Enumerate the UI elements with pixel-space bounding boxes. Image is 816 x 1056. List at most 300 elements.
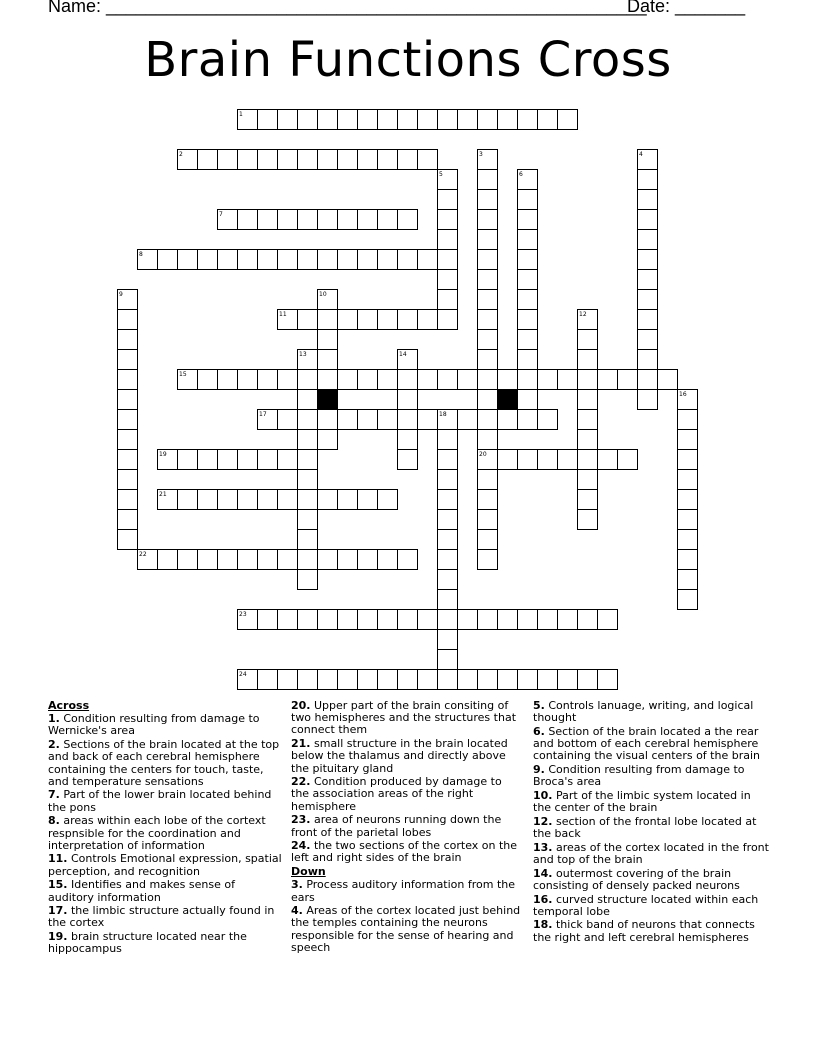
grid-cell[interactable] [638, 170, 658, 190]
grid-cell[interactable] [518, 210, 538, 230]
grid-cell[interactable] [178, 250, 198, 270]
grid-cell[interactable] [258, 670, 278, 690]
clue-text: Controls Emotional expression, spatial perception, and recognition [48, 852, 282, 878]
grid-cell[interactable] [638, 290, 658, 310]
grid-cell[interactable] [578, 670, 598, 690]
grid-cell[interactable] [578, 430, 598, 450]
grid-cell[interactable] [478, 610, 498, 630]
grid-cell[interactable] [218, 450, 238, 470]
grid-cell[interactable] [398, 670, 418, 690]
grid-cell[interactable] [338, 210, 358, 230]
grid-cell[interactable] [438, 650, 458, 670]
grid-cell[interactable] [518, 410, 538, 430]
across-clue [291, 840, 523, 864]
grid-cell[interactable] [438, 470, 458, 490]
grid-cell[interactable] [298, 150, 318, 170]
grid-cell[interactable] [198, 550, 218, 570]
clue-text: areas of the cortex located in the front and top of the brain [533, 840, 769, 866]
grid-cell[interactable] [358, 370, 378, 390]
grid-cell[interactable] [678, 530, 698, 550]
grid-cell[interactable] [178, 490, 198, 510]
grid-cell[interactable] [678, 450, 698, 470]
grid-cell[interactable] [398, 430, 418, 450]
grid-cell[interactable] [318, 610, 338, 630]
grid-cell[interactable] [378, 550, 398, 570]
grid-cell[interactable] [438, 190, 458, 210]
grid-cell[interactable] [418, 150, 438, 170]
across-clue [48, 879, 284, 903]
grid-cell[interactable] [558, 370, 578, 390]
grid-cell[interactable] [678, 570, 698, 590]
grid-cell[interactable] [298, 490, 318, 510]
across-clue [48, 789, 284, 813]
grid-cell[interactable] [358, 610, 378, 630]
grid-cell[interactable] [378, 490, 398, 510]
grid-cell[interactable] [478, 250, 498, 270]
grid-cell[interactable] [478, 330, 498, 350]
grid-cell[interactable] [298, 450, 318, 470]
grid-cell[interactable] [318, 150, 338, 170]
grid-cell[interactable] [438, 510, 458, 530]
grid-cell[interactable] [458, 610, 478, 630]
clue-number-label: 5 [439, 171, 443, 178]
grid-cell[interactable] [298, 310, 318, 330]
grid-cell[interactable] [538, 450, 558, 470]
grid-cell[interactable] [318, 430, 338, 450]
grid-cell[interactable] [238, 490, 258, 510]
grid-cell[interactable] [298, 410, 318, 430]
grid-cell[interactable] [358, 250, 378, 270]
grid-cell[interactable] [418, 610, 438, 630]
grid-cell[interactable] [198, 450, 218, 470]
grid-cell[interactable] [478, 430, 498, 450]
grid-cell[interactable] [578, 490, 598, 510]
grid-cell[interactable] [438, 550, 458, 570]
grid-cell[interactable] [578, 450, 598, 470]
grid-cell[interactable] [358, 550, 378, 570]
grid-cell[interactable] [238, 150, 258, 170]
grid-cell[interactable] [278, 110, 298, 130]
grid-cell[interactable] [438, 450, 458, 470]
grid-cell[interactable] [498, 110, 518, 130]
grid-cell[interactable] [518, 370, 538, 390]
grid-cell[interactable] [398, 550, 418, 570]
grid-cell[interactable] [378, 110, 398, 130]
grid-cell[interactable] [458, 410, 478, 430]
clue-number-label: 11 [279, 311, 287, 318]
grid-cell[interactable] [378, 670, 398, 690]
grid-cell[interactable] [558, 450, 578, 470]
grid-cell[interactable] [638, 390, 658, 410]
clues-column-2 [291, 700, 523, 956]
grid-cell[interactable] [198, 250, 218, 270]
grid-cell[interactable] [318, 370, 338, 390]
grid-cell[interactable] [298, 430, 318, 450]
clue-text: small structure in the brain located below the thalamus and directly above the pituitary gland [291, 737, 508, 775]
grid-cell[interactable] [338, 150, 358, 170]
grid-cell[interactable] [438, 610, 458, 630]
grid-cell[interactable] [178, 550, 198, 570]
grid-cell[interactable] [478, 190, 498, 210]
grid-cell[interactable] [118, 330, 138, 350]
grid-cell[interactable] [438, 570, 458, 590]
grid-cell[interactable] [638, 230, 658, 250]
grid-cell[interactable] [638, 190, 658, 210]
grid-cell[interactable] [498, 410, 518, 430]
grid-cell[interactable] [638, 330, 658, 350]
grid-cell[interactable] [118, 350, 138, 370]
grid-cell[interactable] [298, 510, 318, 530]
grid-cell[interactable] [618, 370, 638, 390]
grid-cell[interactable] [518, 610, 538, 630]
grid-cell[interactable] [278, 410, 298, 430]
grid-cell[interactable] [478, 530, 498, 550]
grid-cell[interactable] [438, 630, 458, 650]
grid-cell[interactable] [398, 210, 418, 230]
grid-cell[interactable] [158, 550, 178, 570]
grid-cell[interactable] [498, 670, 518, 690]
grid-cell[interactable] [458, 670, 478, 690]
grid-cell[interactable] [318, 110, 338, 130]
grid-cell[interactable] [118, 510, 138, 530]
grid-cell[interactable] [598, 450, 618, 470]
grid-cell[interactable] [538, 410, 558, 430]
grid-cell[interactable] [338, 610, 358, 630]
grid-cell[interactable] [378, 410, 398, 430]
grid-cell[interactable] [338, 550, 358, 570]
across-clue [291, 776, 523, 813]
grid-cell[interactable] [678, 470, 698, 490]
grid-cell[interactable] [438, 590, 458, 610]
grid-cell[interactable] [578, 330, 598, 350]
grid-cell[interactable] [418, 370, 438, 390]
grid-cell[interactable] [198, 490, 218, 510]
puzzle-title: Brain Functions Cross [144, 32, 672, 88]
grid-cell[interactable] [398, 310, 418, 330]
grid-cell[interactable] [118, 530, 138, 550]
grid-cell[interactable] [578, 470, 598, 490]
grid-cell[interactable] [478, 350, 498, 370]
clue-number: 20. [291, 699, 311, 712]
grid-cell[interactable] [318, 210, 338, 230]
grid-cell[interactable] [218, 250, 238, 270]
grid-cell[interactable] [438, 490, 458, 510]
grid-cell[interactable] [458, 110, 478, 130]
grid-cell[interactable] [318, 490, 338, 510]
grid-cell[interactable] [478, 310, 498, 330]
grid-cell[interactable] [438, 210, 458, 230]
grid-cell[interactable] [478, 370, 498, 390]
grid-cell[interactable] [258, 490, 278, 510]
grid-cell[interactable] [418, 410, 438, 430]
grid-cell[interactable] [258, 250, 278, 270]
grid-cell[interactable] [298, 250, 318, 270]
grid-cell[interactable] [478, 550, 498, 570]
grid-cell[interactable] [478, 410, 498, 430]
grid-cell[interactable] [558, 670, 578, 690]
grid-cell[interactable] [478, 510, 498, 530]
grid-cell[interactable] [678, 510, 698, 530]
grid-cell[interactable] [338, 250, 358, 270]
grid-cell[interactable] [438, 250, 458, 270]
grid-cell[interactable] [478, 110, 498, 130]
grid-cell[interactable] [398, 370, 418, 390]
clue-text: thick band of neurons that connects the right and left cerebral hemispheres [533, 918, 755, 944]
grid-cell[interactable] [278, 150, 298, 170]
clue-text: area of neurons running down the front of the parietal lobes [291, 813, 502, 839]
grid-cell[interactable] [578, 510, 598, 530]
grid-cell[interactable] [118, 410, 138, 430]
grid-cell[interactable] [478, 290, 498, 310]
grid-cell[interactable] [278, 250, 298, 270]
grid-cell[interactable] [578, 610, 598, 630]
grid-cell[interactable] [258, 450, 278, 470]
grid-cell[interactable] [198, 370, 218, 390]
grid-cell[interactable] [398, 110, 418, 130]
grid-cell[interactable] [258, 150, 278, 170]
grid-cell[interactable] [598, 670, 618, 690]
grid-cell[interactable] [258, 550, 278, 570]
across-clue [48, 905, 284, 929]
grid-cell[interactable] [378, 150, 398, 170]
grid-cell[interactable] [278, 490, 298, 510]
grid-cell[interactable] [358, 310, 378, 330]
grid-cell[interactable] [318, 330, 338, 350]
grid-cell[interactable] [678, 490, 698, 510]
grid-cell[interactable] [638, 250, 658, 270]
grid-cell[interactable] [258, 610, 278, 630]
grid-cell[interactable] [518, 110, 538, 130]
grid-cell[interactable] [238, 550, 258, 570]
grid-cell[interactable] [278, 610, 298, 630]
grid-cell[interactable] [498, 610, 518, 630]
grid-cell[interactable] [438, 110, 458, 130]
grid-cell[interactable] [518, 230, 538, 250]
clue-text: Condition resulting from damage to Wernicke's area [48, 712, 260, 738]
grid-cell[interactable] [318, 410, 338, 430]
grid-cell[interactable] [258, 110, 278, 130]
grid-cell[interactable] [538, 370, 558, 390]
grid-cell[interactable] [538, 110, 558, 130]
grid-cell[interactable] [638, 310, 658, 330]
grid-cell[interactable] [298, 210, 318, 230]
grid-cell[interactable] [378, 370, 398, 390]
grid-cell[interactable] [518, 390, 538, 410]
clue-text: Upper part of the brain consiting of two hemispheres and the structures that connect them [291, 699, 517, 737]
grid-cell[interactable] [278, 550, 298, 570]
grid-cell[interactable] [338, 110, 358, 130]
clue-text: Section of the brain located a the rear and bottom of each cerebral hemisphere containing the visual centers of the brain [533, 724, 760, 763]
grid-cell[interactable] [298, 390, 318, 410]
grid-cell[interactable] [478, 490, 498, 510]
grid-cell[interactable] [338, 410, 358, 430]
grid-cell[interactable] [438, 670, 458, 690]
grid-cell[interactable] [238, 450, 258, 470]
grid-cell[interactable] [518, 190, 538, 210]
grid-cell[interactable] [518, 670, 538, 690]
grid-cell[interactable] [218, 490, 238, 510]
grid-cell[interactable] [238, 210, 258, 230]
grid-cell[interactable] [398, 390, 418, 410]
grid-cell[interactable] [278, 450, 298, 470]
clue-number-label: 23 [239, 611, 247, 618]
grid-cell[interactable] [118, 450, 138, 470]
down-clue [291, 905, 523, 954]
grid-cell[interactable] [398, 450, 418, 470]
across-heading: Across [48, 699, 90, 712]
grid-cell[interactable] [558, 110, 578, 130]
grid-cell[interactable] [338, 490, 358, 510]
grid-cell[interactable] [198, 150, 218, 170]
grid-cell[interactable] [518, 250, 538, 270]
grid-cell[interactable] [438, 430, 458, 450]
grid-cell[interactable] [418, 110, 438, 130]
grid-cell[interactable] [298, 550, 318, 570]
grid-cell[interactable] [298, 610, 318, 630]
grid-cell[interactable] [578, 410, 598, 430]
clue-number-label: 20 [479, 451, 487, 458]
clue-number: 16. [533, 892, 553, 906]
grid-cell[interactable] [478, 230, 498, 250]
clue-number-label: 22 [139, 551, 147, 558]
grid-cell[interactable] [638, 350, 658, 370]
grid-cell[interactable] [478, 270, 498, 290]
grid-cell[interactable] [438, 370, 458, 390]
grid-cell[interactable] [638, 370, 658, 390]
clue-text: Controls lanuage, writing, and logical thought [533, 699, 754, 725]
grid-cell[interactable] [538, 610, 558, 630]
grid-cell[interactable] [278, 210, 298, 230]
grid-cell[interactable] [478, 470, 498, 490]
grid-cell[interactable] [478, 670, 498, 690]
grid-cell[interactable] [118, 430, 138, 450]
grid-cell[interactable] [398, 410, 418, 430]
grid-cell[interactable] [398, 610, 418, 630]
clue-number: 8. [48, 814, 60, 828]
grid-cell[interactable] [218, 150, 238, 170]
grid-cell[interactable] [578, 350, 598, 370]
grid-cell[interactable] [118, 370, 138, 390]
grid-cell[interactable] [298, 110, 318, 130]
grid-cell[interactable] [278, 370, 298, 390]
grid-cell[interactable] [678, 590, 698, 610]
grid-cell[interactable] [578, 390, 598, 410]
grid-cell[interactable] [418, 310, 438, 330]
grid-cell[interactable] [558, 610, 578, 630]
down-clue [533, 894, 769, 918]
grid-cell[interactable] [418, 250, 438, 270]
grid-cell[interactable] [218, 550, 238, 570]
grid-cell[interactable] [118, 310, 138, 330]
grid-cell[interactable] [498, 370, 518, 390]
grid-cell[interactable] [678, 550, 698, 570]
grid-cell[interactable] [218, 370, 238, 390]
grid-cell[interactable] [318, 550, 338, 570]
grid-cell[interactable] [338, 670, 358, 690]
grid-cell[interactable] [378, 610, 398, 630]
grid-cell[interactable] [598, 370, 618, 390]
grid-cell[interactable] [118, 490, 138, 510]
grid-cell[interactable] [378, 310, 398, 330]
grid-cell[interactable] [298, 530, 318, 550]
grid-cell[interactable] [318, 350, 338, 370]
grid-cell[interactable] [258, 370, 278, 390]
grid-cell[interactable] [298, 670, 318, 690]
clues-column-1 [48, 700, 284, 957]
grid-cell[interactable] [178, 450, 198, 470]
grid-cell[interactable] [338, 370, 358, 390]
grid-cell[interactable] [358, 150, 378, 170]
clue-number-label: 16 [679, 391, 687, 398]
grid-cell[interactable] [478, 390, 498, 410]
grid-cell[interactable] [598, 610, 618, 630]
grid-cell[interactable] [438, 270, 458, 290]
grid-cell[interactable] [238, 250, 258, 270]
grid-cell[interactable] [398, 150, 418, 170]
grid-cell[interactable] [438, 290, 458, 310]
grid-cell[interactable] [398, 250, 418, 270]
grid-cell[interactable] [518, 350, 538, 370]
down-clue [533, 700, 769, 724]
grid-cell[interactable] [518, 290, 538, 310]
grid-cell[interactable] [658, 370, 678, 390]
grid-cell[interactable] [518, 330, 538, 350]
grid-cell[interactable] [678, 410, 698, 430]
grid-cell[interactable] [478, 170, 498, 190]
grid-cell[interactable] [258, 210, 278, 230]
grid-cell[interactable] [318, 250, 338, 270]
clues-column-3 [533, 700, 769, 945]
grid-cell[interactable] [158, 250, 178, 270]
grid-cell[interactable] [438, 310, 458, 330]
grid-cell[interactable] [438, 530, 458, 550]
grid-cell[interactable] [538, 670, 558, 690]
grid-cell[interactable] [358, 490, 378, 510]
grid-cell[interactable] [518, 310, 538, 330]
grid-cell[interactable] [418, 670, 438, 690]
grid-cell[interactable] [638, 270, 658, 290]
grid-cell[interactable] [278, 670, 298, 690]
grid-cell[interactable] [578, 370, 598, 390]
grid-cell[interactable] [678, 430, 698, 450]
grid-cell[interactable] [358, 210, 378, 230]
grid-cell[interactable] [458, 370, 478, 390]
grid-cell[interactable] [298, 370, 318, 390]
grid-cell[interactable] [638, 210, 658, 230]
grid-cell[interactable] [298, 570, 318, 590]
grid-cell[interactable] [358, 110, 378, 130]
grid-cell[interactable] [118, 470, 138, 490]
grid-cell[interactable] [518, 270, 538, 290]
grid-cell[interactable] [358, 670, 378, 690]
grid-cell[interactable] [618, 450, 638, 470]
grid-cell[interactable] [318, 670, 338, 690]
grid-cell[interactable] [378, 250, 398, 270]
grid-cell[interactable] [358, 410, 378, 430]
grid-cell[interactable] [338, 310, 358, 330]
grid-cell[interactable] [498, 450, 518, 470]
grid-cell[interactable] [438, 230, 458, 250]
grid-cell[interactable] [518, 450, 538, 470]
grid-cell[interactable] [118, 390, 138, 410]
grid-cell[interactable] [238, 370, 258, 390]
grid-cell[interactable] [378, 210, 398, 230]
grid-cell[interactable] [478, 210, 498, 230]
grid-cell[interactable] [298, 470, 318, 490]
clue-number: 6. [533, 724, 545, 738]
down-heading: Down [291, 865, 326, 879]
grid-cell[interactable] [318, 310, 338, 330]
